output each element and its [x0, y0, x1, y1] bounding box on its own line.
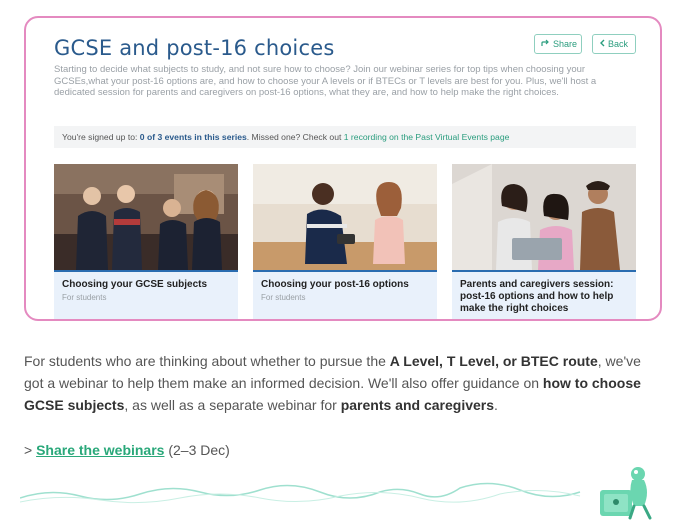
event-tile-body	[452, 270, 636, 321]
share-webinars-link[interactable]: Share the webinars	[36, 442, 165, 458]
webinar-series-card	[24, 16, 662, 321]
frog-mascot-icon	[598, 462, 662, 522]
intro-emphasis-routes: A Level, T Level, or BTEC route	[389, 353, 598, 369]
intro-text-3: , as well as a separate webinar for	[124, 397, 341, 413]
event-photo	[54, 164, 238, 270]
event-tile-post16-options[interactable]	[253, 164, 437, 321]
share-button-label: Share	[553, 39, 578, 49]
signup-middle: . Missed one? Check out	[246, 132, 344, 142]
event-audience: For students	[62, 293, 107, 302]
event-photo	[253, 164, 437, 270]
event-title: Choosing your post-16 options	[261, 279, 409, 290]
event-title: Choosing your GCSE subjects	[62, 279, 208, 290]
share-button[interactable]	[534, 34, 582, 54]
intro-emphasis-gcse: how to choose GCSE subjects	[24, 375, 641, 413]
event-tile-parents-caregivers[interactable]	[452, 164, 636, 321]
intro-text-2: , we've got a webinar to help them make an informed decision. We'll also offer guidance on	[24, 353, 641, 391]
share-prefix: >	[24, 442, 37, 458]
share-dates: (2–3 Dec)	[164, 442, 230, 458]
event-photo	[452, 164, 636, 270]
event-audience: For students	[261, 293, 306, 302]
event-tile-body	[54, 270, 238, 321]
past-events-link[interactable]: 1 recording on the Past Virtual Events page	[343, 132, 510, 142]
intro-text-4: .	[494, 397, 498, 413]
page-title: GCSE and post-16 choices	[54, 36, 335, 60]
intro-emphasis-parents: parents and caregivers	[340, 397, 495, 413]
event-tile-gcse-subjects[interactable]	[54, 164, 238, 321]
decorative-wave-divider	[20, 470, 600, 510]
intro-text-1: For students who are thinking about whether to pursue the	[24, 353, 390, 369]
signup-count: 0 of 3 events in this series	[139, 132, 247, 142]
signup-status-bar	[54, 126, 636, 148]
share-webinars-line	[24, 442, 230, 458]
event-tile-body	[253, 270, 437, 321]
intro-paragraph	[24, 350, 664, 416]
signup-prefix: You're signed up to:	[62, 132, 140, 142]
event-title: Parents and caregivers session: post-16 options and how to help make the right choices	[460, 279, 614, 314]
share-icon	[541, 39, 550, 49]
back-button[interactable]	[592, 34, 636, 54]
chevron-left-icon	[599, 39, 605, 49]
series-description: Starting to decide what subjects to study, and not sure how to choose? Join our webinar series for top tips when choosing your GCSEs,what your post-16 options are, and how to choose your A levels or if BTECs or T levels are best for you. Plus, we'll host a dedicated session for parents and caregivers on post-16 options, what they are, and how to help make the right choices.	[54, 64, 597, 98]
back-button-label: Back	[608, 39, 629, 49]
